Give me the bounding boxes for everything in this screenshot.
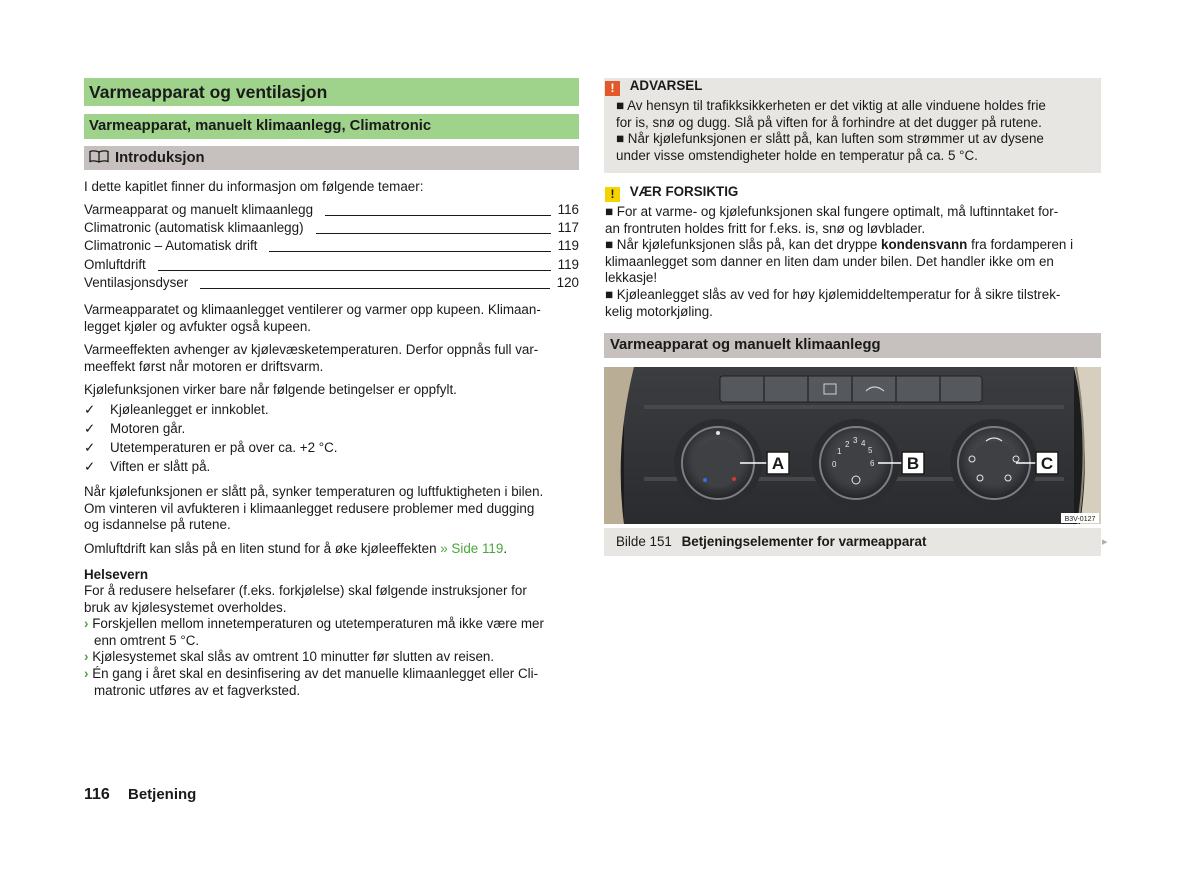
paragraph	[84, 541, 579, 558]
check-item	[84, 421, 185, 438]
check-icon: ✓	[84, 440, 96, 455]
fan-scale-label: 6	[870, 459, 875, 468]
text-line: Kjølesystemet skal slås av omtrent 10 minutter før slutten av reisen.	[92, 649, 495, 664]
svg-text:B: B	[906, 454, 920, 473]
continue-arrow-icon: ▸	[1102, 536, 1108, 548]
check-item	[84, 440, 338, 457]
chevron-right-icon: ›	[84, 666, 89, 681]
warning-title: ADVARSEL	[629, 78, 703, 93]
check-item	[84, 459, 210, 476]
toc-page: 119	[557, 238, 579, 254]
fan-scale-label: 1	[837, 447, 842, 456]
text-line: Forskjellen mellom innetemperaturen og utetemperaturen må ikke være mer	[92, 616, 544, 631]
check-text: Motoren går.	[110, 421, 186, 436]
text-line: meeffekt først når motoren er driftsvarm.	[84, 358, 324, 374]
paragraph	[84, 583, 579, 616]
text-line: matronic utføres av et fagverksted.	[94, 682, 301, 698]
figure-caption	[604, 528, 1101, 556]
svg-text:C: C	[1040, 454, 1054, 473]
caution-icon: !	[605, 187, 620, 202]
text-line: kelig motorkjøling.	[605, 303, 713, 319]
intro-heading	[84, 146, 579, 170]
toc-label: Climatronic – Automatisk drift	[84, 238, 258, 254]
warning-text	[616, 98, 1101, 164]
text-line: enn omtrent 5 °C.	[94, 632, 200, 648]
bullet-item	[84, 616, 584, 649]
text-line: Varmeapparatet og klimaanlegget ventilerer og varmer opp kupeen. Klimaan-	[84, 302, 541, 317]
bullet-item	[84, 666, 584, 699]
caution-title-row	[605, 184, 738, 202]
check-item	[84, 402, 269, 419]
check-icon: ✓	[84, 402, 96, 417]
warning-title-row	[605, 78, 702, 96]
toc-entry[interactable]	[84, 220, 579, 237]
chevron-right-icon: ›	[84, 649, 89, 664]
caption-number: Bilde 151	[616, 534, 672, 549]
toc-entry[interactable]	[84, 275, 579, 292]
text-line: ■ For at varme- og kjølefunksjonen skal fungere optimalt, må luftinntaket for-	[605, 204, 1059, 219]
text-line: klimaanlegget som danner en liten dam under bilen. Det handler ikke om en	[605, 253, 1054, 269]
chapter-title: Varmeapparat og ventilasjon	[84, 78, 579, 106]
check-icon: ✓	[84, 421, 96, 436]
check-icon: ✓	[84, 459, 96, 474]
control-panel-figure	[604, 367, 1101, 524]
text-line: lekkasje!	[605, 270, 658, 286]
intro-text: I dette kapitlet finner du informasjon om følgende temaer:	[84, 179, 424, 194]
toc-entry[interactable]	[84, 202, 579, 219]
text-line: ■ Når kjølefunksjonen er slått på, kan luften som strømmer ut av dysene	[616, 131, 1044, 147]
bullet-item	[84, 649, 584, 666]
fan-scale-label: 4	[861, 439, 866, 448]
caution-title: VÆR FORSIKTIG	[629, 184, 739, 199]
check-text: Utetemperaturen er på over ca. +2 °C.	[110, 440, 338, 455]
text-line: ■ Kjøleanlegget slås av ved for høy kjølemiddeltemperatur for å sikre tilstrek-	[605, 286, 1061, 302]
toc-page: 117	[557, 220, 579, 236]
chevron-right-icon: ›	[84, 616, 89, 631]
text-line: legget kjøler og avfukter også kupeen.	[84, 318, 312, 334]
warning-icon: !	[605, 81, 620, 96]
svg-text:A: A	[771, 454, 785, 473]
callout-b	[902, 452, 924, 474]
page-footer	[84, 787, 196, 804]
text-line: og isdannelse på rutene.	[84, 517, 231, 533]
text-line: ■ Av hensyn til trafikksikkerheten er det viktig at alle vinduene holdes frie	[616, 98, 1046, 113]
figure-code: B3V-0127	[1064, 516, 1096, 523]
callout-a	[767, 452, 789, 474]
toc-page: 120	[556, 275, 579, 291]
check-text: Viften er slått på.	[110, 459, 211, 474]
text-line: under visse omstendigheter holde en temperatur på ca. 5 °C.	[616, 147, 978, 163]
text-line: an frontruten holdes fritt for f.eks. is, snø og løvblader.	[605, 220, 926, 236]
check-text: Kjøleanlegget er innkoblet.	[110, 402, 269, 417]
fan-scale-label: 0	[832, 460, 837, 469]
section-heading: Varmeapparat og manuelt klimaanlegg	[604, 333, 1101, 358]
toc-label: Omluftdrift	[84, 257, 146, 273]
text-line: for is, snø og dugg. Slå på viften for å forhindre at det dugger på rutene.	[616, 114, 1042, 130]
fan-scale-label: 2	[845, 440, 850, 449]
toc-page: 116	[557, 202, 579, 218]
text-line: Én gang i året skal en desinfisering av det manuelle klimaanlegget eller Cli-	[92, 666, 539, 681]
paragraph: Kjølefunksjonen virker bare når følgende betingelser er oppfylt.	[84, 382, 457, 397]
book-icon	[89, 150, 109, 163]
footer-section: Betjening	[127, 786, 197, 803]
paragraph	[84, 342, 579, 375]
caution-text	[605, 204, 1101, 320]
toc-label: Ventilasjonsdyser	[84, 275, 189, 291]
text-line: Når kjølefunksjonen er slått på, synker temperaturen og luftfuktigheten i bilen.	[84, 484, 544, 499]
section-title: Varmeapparat, manuelt klimaanlegg, Climatronic	[84, 114, 579, 139]
control-panel-illustration	[604, 367, 1101, 524]
fan-scale-label: 3	[853, 436, 858, 445]
text-line: Om vinteren vil avfukteren i klimaanlegget redusere problemer med dugging	[84, 500, 535, 516]
page-link[interactable]: » Side 119	[440, 541, 504, 556]
caption-text: Betjeningselementer for varmeapparat	[681, 534, 927, 549]
health-heading: Helsevern	[84, 567, 149, 582]
text-line: .	[503, 541, 508, 556]
page-number: 116	[84, 786, 110, 803]
toc-page: 119	[557, 257, 579, 273]
callout-c	[1036, 452, 1058, 474]
toc-label: Climatronic (automatisk klimaanlegg)	[84, 220, 304, 236]
intro-heading-label: Introduksjon	[115, 150, 205, 166]
text-line: Omluftdrift kan slås på en liten stund for å øke kjøleeffekten	[84, 541, 441, 556]
toc-label: Varmeapparat og manuelt klimaanlegg	[84, 202, 314, 218]
text-line: bruk av kjølesystemet overholdes.	[84, 599, 287, 615]
paragraph	[84, 302, 579, 335]
toc-entry[interactable]	[84, 238, 579, 255]
toc-entry[interactable]	[84, 257, 579, 274]
paragraph	[84, 484, 579, 534]
text-line: ■ Når kjølefunksjonen slås på, kan det dryppe kondensvann fra fordamperen i	[605, 237, 1074, 253]
fan-scale-label: 5	[868, 446, 873, 455]
text-line: Varmeeffekten avhenger av kjølevæsketemperaturen. Derfor oppnås full var-	[84, 342, 539, 357]
text-line: For å redusere helsefarer (f.eks. forkjølelse) skal følgende instruksjoner for	[84, 583, 527, 598]
